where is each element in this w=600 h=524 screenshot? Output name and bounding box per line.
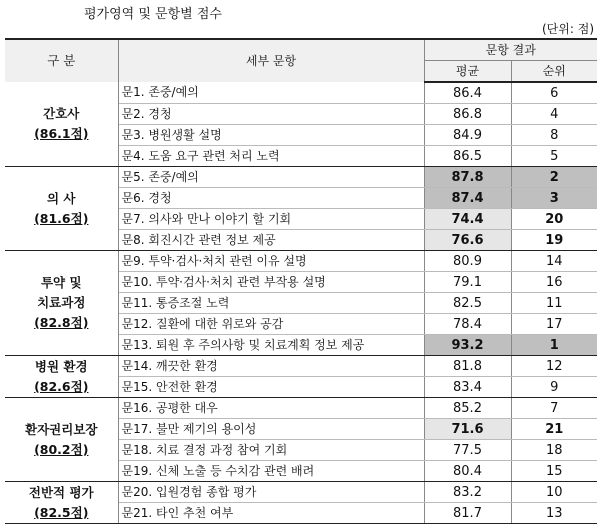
category-cell xyxy=(5,482,118,524)
category-cell xyxy=(5,82,118,167)
item-text: 문15. 안전한 환경 xyxy=(118,377,424,398)
item-text: 문20. 입원경험 종합 평가 xyxy=(118,482,424,503)
item-text: 문11. 통증조절 노력 xyxy=(118,293,424,314)
average-value: 79.1 xyxy=(424,272,511,293)
average-value: 86.8 xyxy=(424,104,511,125)
average-value: 80.4 xyxy=(424,461,511,482)
item-text: 문5. 존중/예의 xyxy=(118,167,424,188)
category-score: (81.6점) xyxy=(34,210,89,226)
category-name: 환자권리보장 xyxy=(25,421,98,437)
rank-value: 9 xyxy=(511,377,597,398)
average-value: 81.7 xyxy=(424,503,511,524)
table-row xyxy=(5,356,597,377)
item-text: 문14. 깨끗한 환경 xyxy=(118,356,424,377)
category-cell xyxy=(5,167,118,251)
average-value: 87.4 xyxy=(424,188,511,209)
average-value: 93.2 xyxy=(424,335,511,356)
category-cell xyxy=(5,251,118,356)
item-text: 문7. 의사와 만나 이야기 할 기회 xyxy=(118,209,424,230)
item-text: 문9. 투약·검사·처치 관련 이유 설명 xyxy=(118,251,424,272)
table-row xyxy=(5,398,597,419)
average-value: 84.9 xyxy=(424,125,511,146)
item-text: 문16. 공평한 대우 xyxy=(118,398,424,419)
category-name: 의 사 xyxy=(46,190,76,206)
item-text: 문1. 존중/예의 xyxy=(118,82,424,104)
average-value: 71.6 xyxy=(424,419,511,440)
rank-value: 20 xyxy=(511,209,597,230)
rank-value: 12 xyxy=(511,356,597,377)
rank-value: 19 xyxy=(511,230,597,251)
average-value: 78.4 xyxy=(424,314,511,335)
item-text: 문12. 질환에 대한 위로와 공감 xyxy=(118,314,424,335)
category-score: (86.1점) xyxy=(34,126,89,141)
item-text: 문6. 경청 xyxy=(118,188,424,209)
item-text: 문10. 투약·검사·처치 관련 부작용 설명 xyxy=(118,272,424,293)
header-result: 문항 결과 xyxy=(424,39,597,61)
item-text: 문18. 치료 결정 과정 참여 기회 xyxy=(118,440,424,461)
average-value: 74.4 xyxy=(424,209,511,230)
item-text: 문17. 불만 제기의 용이성 xyxy=(118,419,424,440)
score-table xyxy=(5,38,597,524)
rank-value: 6 xyxy=(511,82,597,104)
category-name: 전반적 평가 xyxy=(28,484,94,500)
item-text: 문3. 병원생활 설명 xyxy=(118,125,424,146)
table-row xyxy=(5,482,597,503)
table-row xyxy=(5,82,597,104)
category-cell xyxy=(5,356,118,398)
rank-value: 13 xyxy=(511,503,597,524)
average-value: 83.2 xyxy=(424,482,511,503)
header-average: 평균 xyxy=(424,61,511,83)
page-title: 평가영역 및 문항별 점수 xyxy=(84,7,222,22)
rank-value: 18 xyxy=(511,440,597,461)
average-value: 80.9 xyxy=(424,251,511,272)
average-value: 82.5 xyxy=(424,293,511,314)
rank-value: 4 xyxy=(511,104,597,125)
rank-value: 10 xyxy=(511,482,597,503)
category-score: (82.6점) xyxy=(34,378,89,394)
average-value: 86.5 xyxy=(424,146,511,167)
rank-value: 2 xyxy=(511,167,597,188)
item-text: 문21. 타인 추천 여부 xyxy=(118,503,424,524)
rank-value: 3 xyxy=(511,188,597,209)
unit-label: (단위: 점) xyxy=(542,22,594,36)
rank-value: 8 xyxy=(511,125,597,146)
rank-value: 7 xyxy=(511,398,597,419)
category-name: 간호사 xyxy=(43,106,80,121)
table-body xyxy=(5,82,597,524)
item-text: 문2. 경청 xyxy=(118,104,424,125)
rank-value: 1 xyxy=(511,335,597,356)
average-value: 83.4 xyxy=(424,377,511,398)
header-rank: 순위 xyxy=(511,61,597,83)
average-value: 76.6 xyxy=(424,230,511,251)
category-score: (82.5점) xyxy=(34,504,89,520)
average-value: 86.4 xyxy=(424,82,511,104)
category-score: (82.8점) xyxy=(34,315,89,330)
item-text: 문13. 퇴원 후 주의사항 및 치료계획 정보 제공 xyxy=(118,335,424,356)
average-value: 77.5 xyxy=(424,440,511,461)
rank-value: 21 xyxy=(511,419,597,440)
average-value: 85.2 xyxy=(424,398,511,419)
rank-value: 5 xyxy=(511,146,597,167)
table-row xyxy=(5,251,597,272)
table-row xyxy=(5,167,597,188)
rank-value: 15 xyxy=(511,461,597,482)
rank-value: 16 xyxy=(511,272,597,293)
average-value: 81.8 xyxy=(424,356,511,377)
item-text: 문19. 신체 노출 등 수치감 관련 배려 xyxy=(118,461,424,482)
rank-value: 17 xyxy=(511,314,597,335)
header-item: 세부 문항 xyxy=(118,39,424,82)
rank-value: 14 xyxy=(511,251,597,272)
item-text: 문4. 도움 요구 관련 처리 노력 xyxy=(118,146,424,167)
category-score: (80.2점) xyxy=(34,441,89,457)
category-cell xyxy=(5,398,118,482)
item-text: 문8. 회진시간 관련 정보 제공 xyxy=(118,230,424,251)
rank-value: 11 xyxy=(511,293,597,314)
category-name: 투약 및 치료과정 xyxy=(37,275,86,310)
category-name: 병원 환경 xyxy=(34,358,88,374)
average-value: 87.8 xyxy=(424,167,511,188)
header-category: 구 분 xyxy=(5,39,118,82)
